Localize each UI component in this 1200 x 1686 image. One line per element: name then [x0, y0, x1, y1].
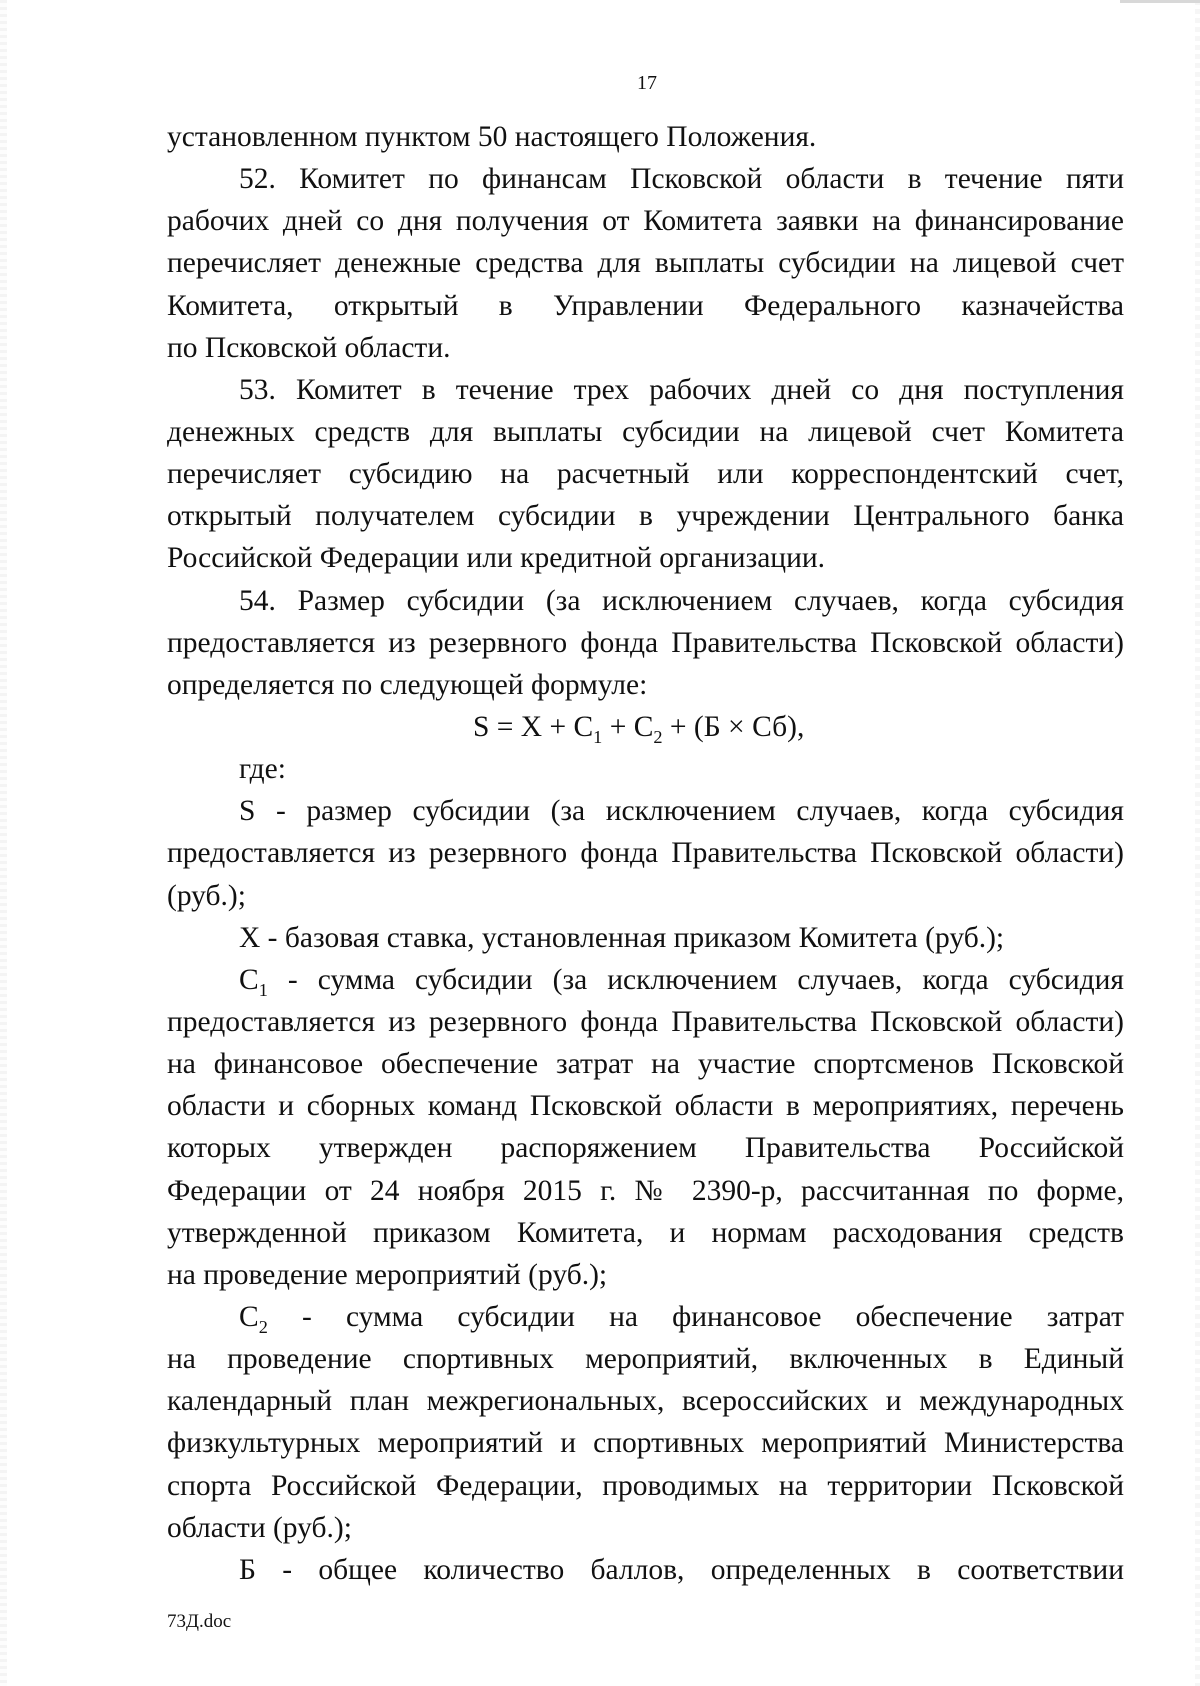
formula-part: + (Б × Сб), [662, 710, 805, 743]
footer-filename: 73Д.doc [167, 1611, 232, 1632]
formula-part: + C [602, 710, 654, 743]
text-line: области (руб.); [167, 1511, 352, 1544]
variable-symbol: C [239, 1300, 259, 1333]
text-line: на проведение спортивных мероприятий, включенных в Единый [167, 1343, 1124, 1376]
text-line: по Псковской области. [167, 331, 451, 364]
text-line: на финансовое обеспечение затрат на участие спортсменов Псковской [167, 1048, 1124, 1081]
text-line: Российской Федерации или кредитной организации. [167, 542, 826, 575]
document-body [167, 116, 1124, 1591]
text-line: спорта Российской Федерации, проводимых на территории Псковской [167, 1469, 1124, 1502]
text-line: перечисляет субсидию на расчетный или корреспондентский счет, [167, 458, 1124, 491]
line-text: - сумма субсидии (за исключением случаев, когда субсидия [267, 963, 1124, 996]
text-line: денежных средств для выплаты субсидии на лицевой счет Комитета [167, 415, 1124, 448]
text-line: предоставляется из резервного фонда Правительства Псковской области) [167, 626, 1124, 659]
text-line: Федерации от 24 ноября 2015 г. № 2390-р, рассчитанная по форме, [167, 1174, 1124, 1207]
formula-subscript: 1 [593, 726, 603, 747]
text-line: утвержденной приказом Комитета, и нормам расходования средств [167, 1216, 1124, 1249]
variable-symbol: C [239, 963, 259, 996]
text-line: предоставляется из резервного фонда Правительства Псковской области) [167, 837, 1124, 870]
text-line: физкультурных мероприятий и спортивных мероприятий Министерства [167, 1427, 1124, 1460]
line-text: - сумма субсидии на финансовое обеспечение затрат [267, 1300, 1124, 1333]
text-line [167, 959, 1124, 1001]
text-line: 54. Размер субсидии (за исключением случаев, когда субсидия [239, 584, 1124, 617]
text-line: открытый получателем субсидии в учреждении Центрального банка [167, 500, 1124, 533]
text-line: календарный план межрегиональных, всероссийских и международных [167, 1385, 1124, 1418]
text-line [167, 1296, 1124, 1338]
text-line: определяется по следующей формуле: [167, 668, 648, 701]
subsidy-formula [167, 706, 1124, 748]
text-line: 52. Комитет по финансам Псковской области в течение пяти [239, 163, 1124, 196]
text-line: 53. Комитет в течение трех рабочих дней со дня поступления [239, 373, 1124, 406]
text-line: Б - общее количество баллов, определенных в соответствии [239, 1553, 1124, 1586]
text-line: рабочих дней со дня получения от Комитета заявки на финансирование [167, 205, 1124, 238]
text-line: где: [239, 753, 286, 786]
text-line: S - размер субсидии (за исключением случаев, когда субсидия [239, 795, 1124, 828]
formula-part: S = X + C [473, 710, 594, 743]
scan-edge-right [1195, 0, 1200, 1686]
variable-subscript: 1 [258, 979, 268, 1000]
text-line: (руб.); [167, 879, 246, 912]
text-line: установленном пунктом 50 настоящего Положения. [167, 121, 817, 153]
text-line: предоставляется из резервного фонда Правительства Псковской области) [167, 1005, 1124, 1038]
text-line: на проведение мероприятий (руб.); [167, 1258, 608, 1291]
text-line: перечисляет денежные средства для выплаты субсидии на лицевой счет [167, 247, 1124, 280]
text-line: X - базовая ставка, установленная приказом Комитета (руб.); [239, 921, 1005, 954]
scan-edge-top [1120, 0, 1200, 3]
variable-subscript: 2 [258, 1316, 268, 1337]
text-line: Комитета, открытый в Управлении Федерального казначейства [167, 289, 1124, 322]
text-line: которых утвержден распоряжением Правительства Российской [167, 1132, 1124, 1165]
scan-edge-left [0, 0, 7, 1686]
formula-subscript: 2 [653, 726, 663, 747]
page-number: 17 [637, 72, 657, 94]
text-line: области и сборных команд Псковской области в мероприятиях, перечень [167, 1090, 1124, 1123]
